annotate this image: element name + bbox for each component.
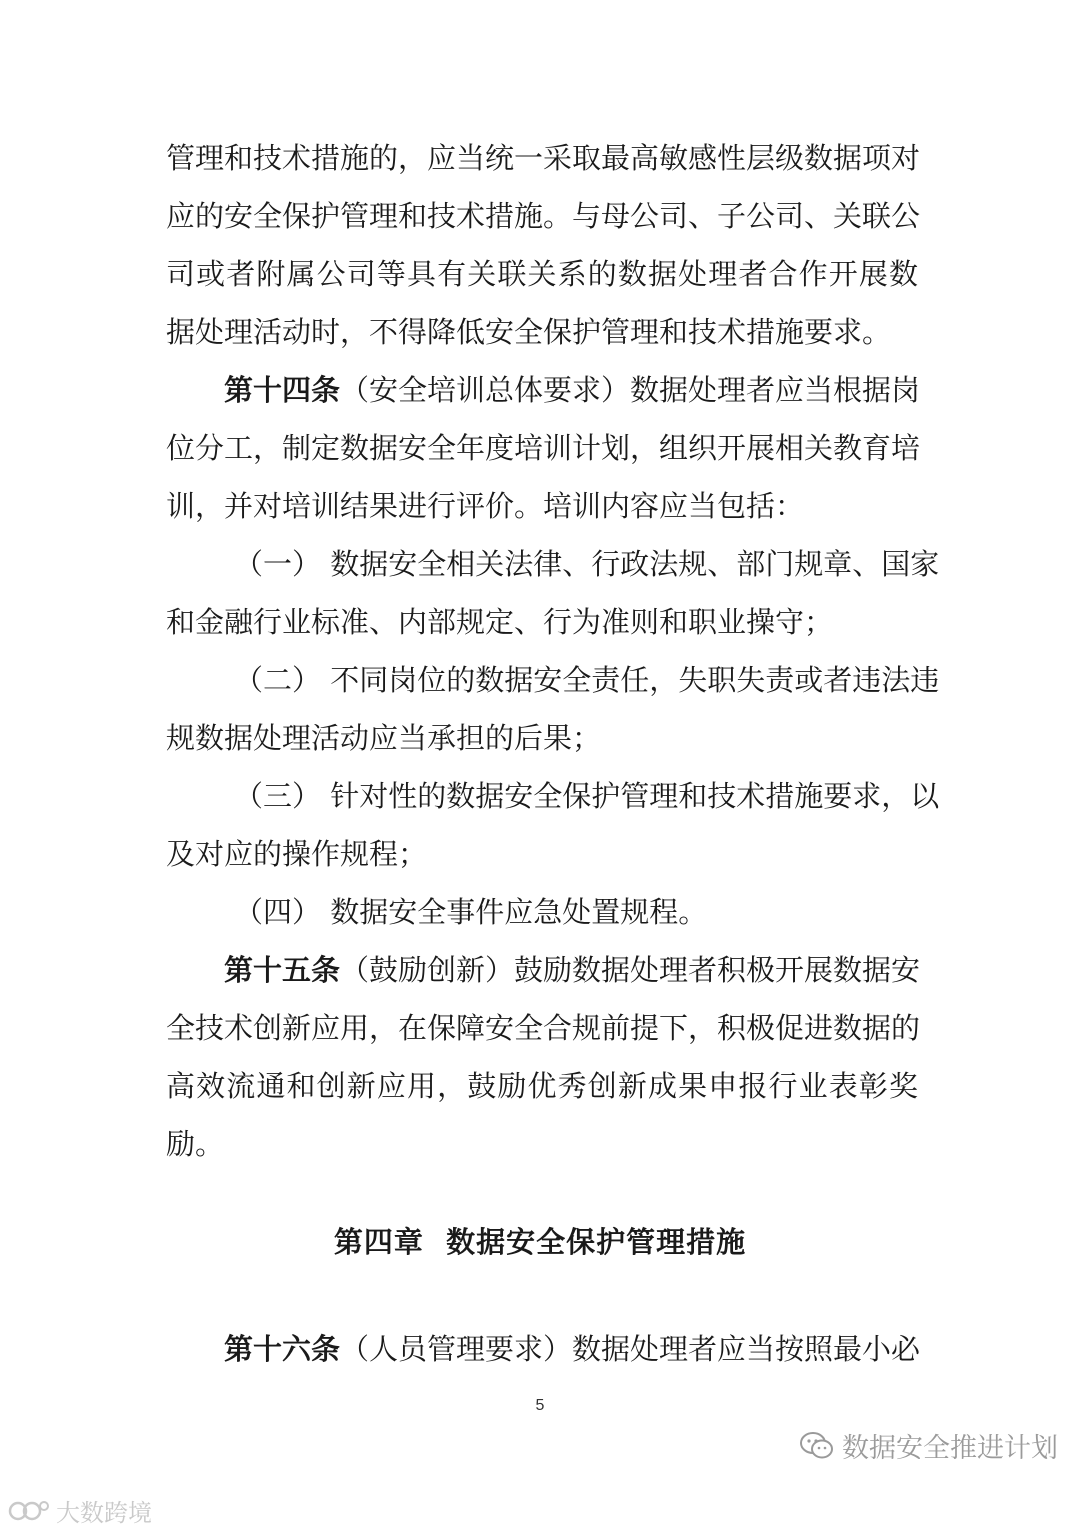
article-16-heading: 第十六条 — [224, 1332, 341, 1366]
paragraph-line: 位分工，制定数据安全年度培训计划，组织开展相关教育培 — [166, 431, 921, 465]
wechat-icon — [800, 1431, 834, 1461]
page-number: 5 — [535, 1397, 545, 1414]
corner-watermark — [8, 1493, 152, 1528]
watermark-brand-name: 大数跨境 — [56, 1499, 152, 1527]
paragraph-line: 训，并对培训结果进行评价。培训内容应当包括： — [166, 489, 805, 523]
watermark-account-name: 数据安全推进计划 — [842, 1433, 1058, 1464]
paragraph-line: 司或者附属公司等具有关联关系的数据处理者合作开展数 — [166, 257, 918, 291]
list-item-2-line: 规数据处理活动应当承担的后果； — [166, 721, 602, 755]
article-14-heading: 第十四条 — [224, 373, 341, 407]
paragraph-line: 应的安全保护管理和技术措施。与母公司、子公司、关联公 — [166, 199, 921, 233]
list-item-3-line: 及对应的操作规程； — [166, 837, 428, 871]
article-15-title-text: （鼓励创新）鼓励数据处理者积极开展数据安 — [340, 953, 921, 987]
paragraph-line: 励。 — [166, 1127, 225, 1161]
article-16-first-line — [224, 1329, 921, 1369]
wechat-watermark — [800, 1426, 1058, 1465]
paragraph-line: 管理和技术措施的，应当统一采取最高敏感性层级数据项对 — [166, 141, 921, 175]
paragraph-line: 高效流通和创新应用，鼓励优秀创新成果申报行业表彰奖 — [166, 1069, 918, 1103]
article-15-first-line — [224, 950, 921, 990]
list-item-1-line: （一） 数据安全相关法律、行政法规、部门规章、国家 — [234, 547, 940, 581]
article-14-title-text: （安全培训总体要求）数据处理者应当根据岗 — [340, 373, 921, 407]
paragraph-line: 据处理活动时，不得降低安全保护管理和技术措施要求。 — [166, 315, 892, 349]
list-item-2-line: （二） 不同岗位的数据安全责任，失职失责或者违法违 — [234, 663, 940, 697]
list-item-1-line: 和金融行业标准、内部规定、行为准则和职业操守； — [166, 605, 834, 639]
list-item-4-line: （四） 数据安全事件应急处置规程。 — [234, 895, 708, 929]
chapter-heading: 第四章 数据安全保护管理措施 — [333, 1225, 747, 1259]
list-item-3-line: （三） 针对性的数据安全保护管理和技术措施要求，以 — [234, 779, 940, 813]
logo-icon — [8, 1497, 50, 1525]
article-15-heading: 第十五条 — [224, 953, 341, 987]
article-16-title-text: （人员管理要求）数据处理者应当按照最小必 — [340, 1332, 921, 1366]
article-14-first-line — [224, 370, 921, 410]
paragraph-line: 全技术创新应用，在保障安全合规前提下，积极促进数据的 — [166, 1011, 921, 1045]
